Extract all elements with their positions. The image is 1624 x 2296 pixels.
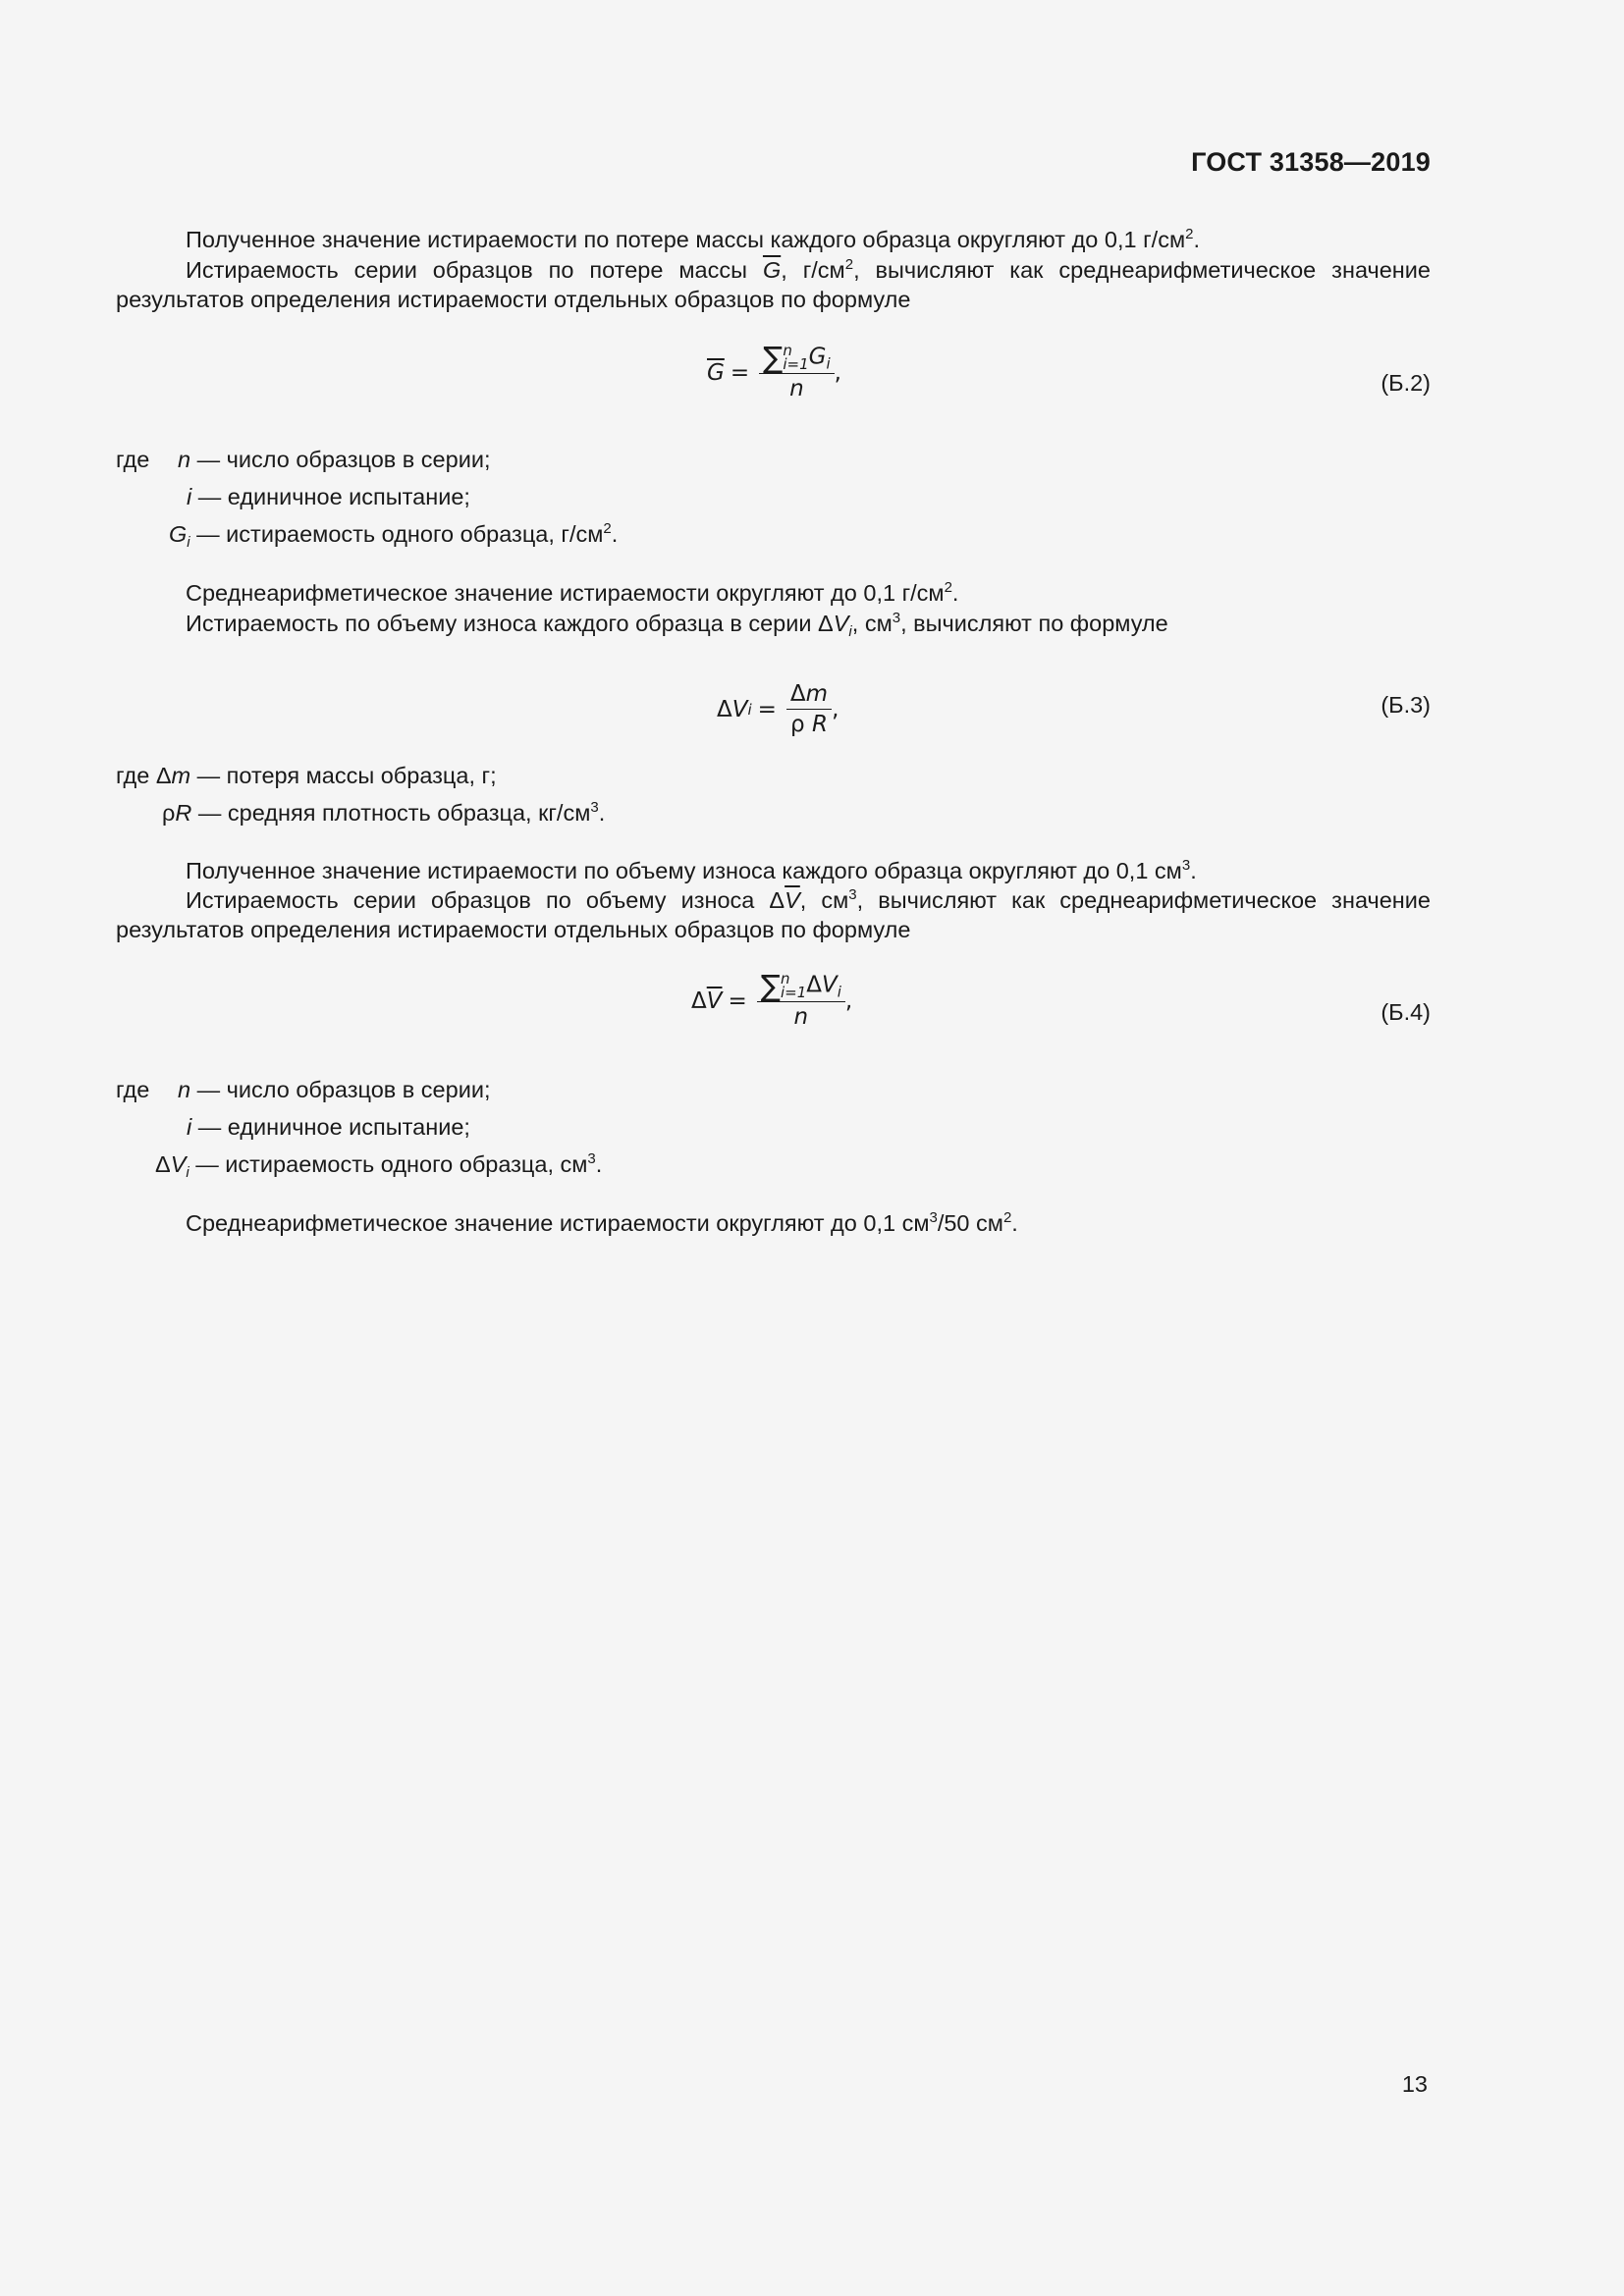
formula-b4: Δ $\overline{V}$ = ∑ n i=1 $\Delta V_i$ n ,	[691, 969, 853, 1030]
legend-delta-vi: $\Delta V_i$ — истираемость одного образца, $см^3$.	[155, 1150, 603, 1181]
legend-delta-m: где Δm — потеря массы образца, г;	[116, 763, 497, 788]
paragraph-volume-wear: Истираемость по объему износа каждого образца в серии $\Delta V_i$, $см^3$, вычисляют по формуле	[186, 610, 1168, 640]
paragraph-volume-rounding: Полученное значение истираемости по объему износа каждого образца округляют до 0,1 $см^3$.	[186, 857, 1197, 883]
formula-b2: $\overline{G}$ = ∑ n i=1 $G_i$ n ,	[707, 341, 841, 401]
paragraph-series-mass: Истираемость серии образцов по потере массы $\overline{G}$, $г/см^2$, вычисляют как среднеарифметическое значение результатов определения истираемости отдельных образцов по формуле	[116, 256, 1431, 312]
document-code: ГОСТ 31358—2019	[1191, 147, 1431, 177]
legend-i: i — единичное испытание;	[187, 484, 470, 509]
paragraph-mean-volume-rounding: Среднеарифметическое значение истираемости округляют до 0,1 $см^3/50$ $см^2$.	[186, 1209, 1018, 1236]
equation-number-b3: (Б.3)	[1380, 692, 1431, 718]
legend-gi: $G_i$ — истираемость одного образца, $г/см^2$.	[169, 520, 619, 551]
equation-number-b4: (Б.4)	[1380, 999, 1431, 1025]
page-number: 13	[1401, 2071, 1428, 2097]
legend-rho-r: ρR — средняя плотность образца, $кг/см^3$.	[162, 799, 606, 826]
legend-n-2: n — число образцов в серии;	[178, 1077, 491, 1102]
legend-n: n — число образцов в серии;	[178, 447, 491, 472]
where-label-2: где	[116, 1077, 150, 1102]
legend-i-2: i — единичное испытание;	[187, 1114, 470, 1140]
formula-b3: Δ V i = $\frac{\Delta m}{\text{ρ R}}$ ,	[717, 681, 839, 737]
where-label: где	[116, 447, 150, 472]
equation-number-b2: (Б.2)	[1380, 370, 1431, 396]
paragraph-mean-mass-rounding: Среднеарифметическое значение истираемости округляют до 0,1 $г/см^2$.	[186, 579, 959, 606]
paragraph-series-volume: Истираемость серии образцов по объему износа $\Delta\overline{V}$, $см^3$, вычисляют как среднеарифметическое значение результатов определения истираемости отдельных образцов по формуле	[116, 886, 1431, 942]
paragraph-mass-rounding: Полученное значение истираемости по потере массы каждого образца округляют до 0,1 $г/см^2$.	[186, 226, 1200, 252]
